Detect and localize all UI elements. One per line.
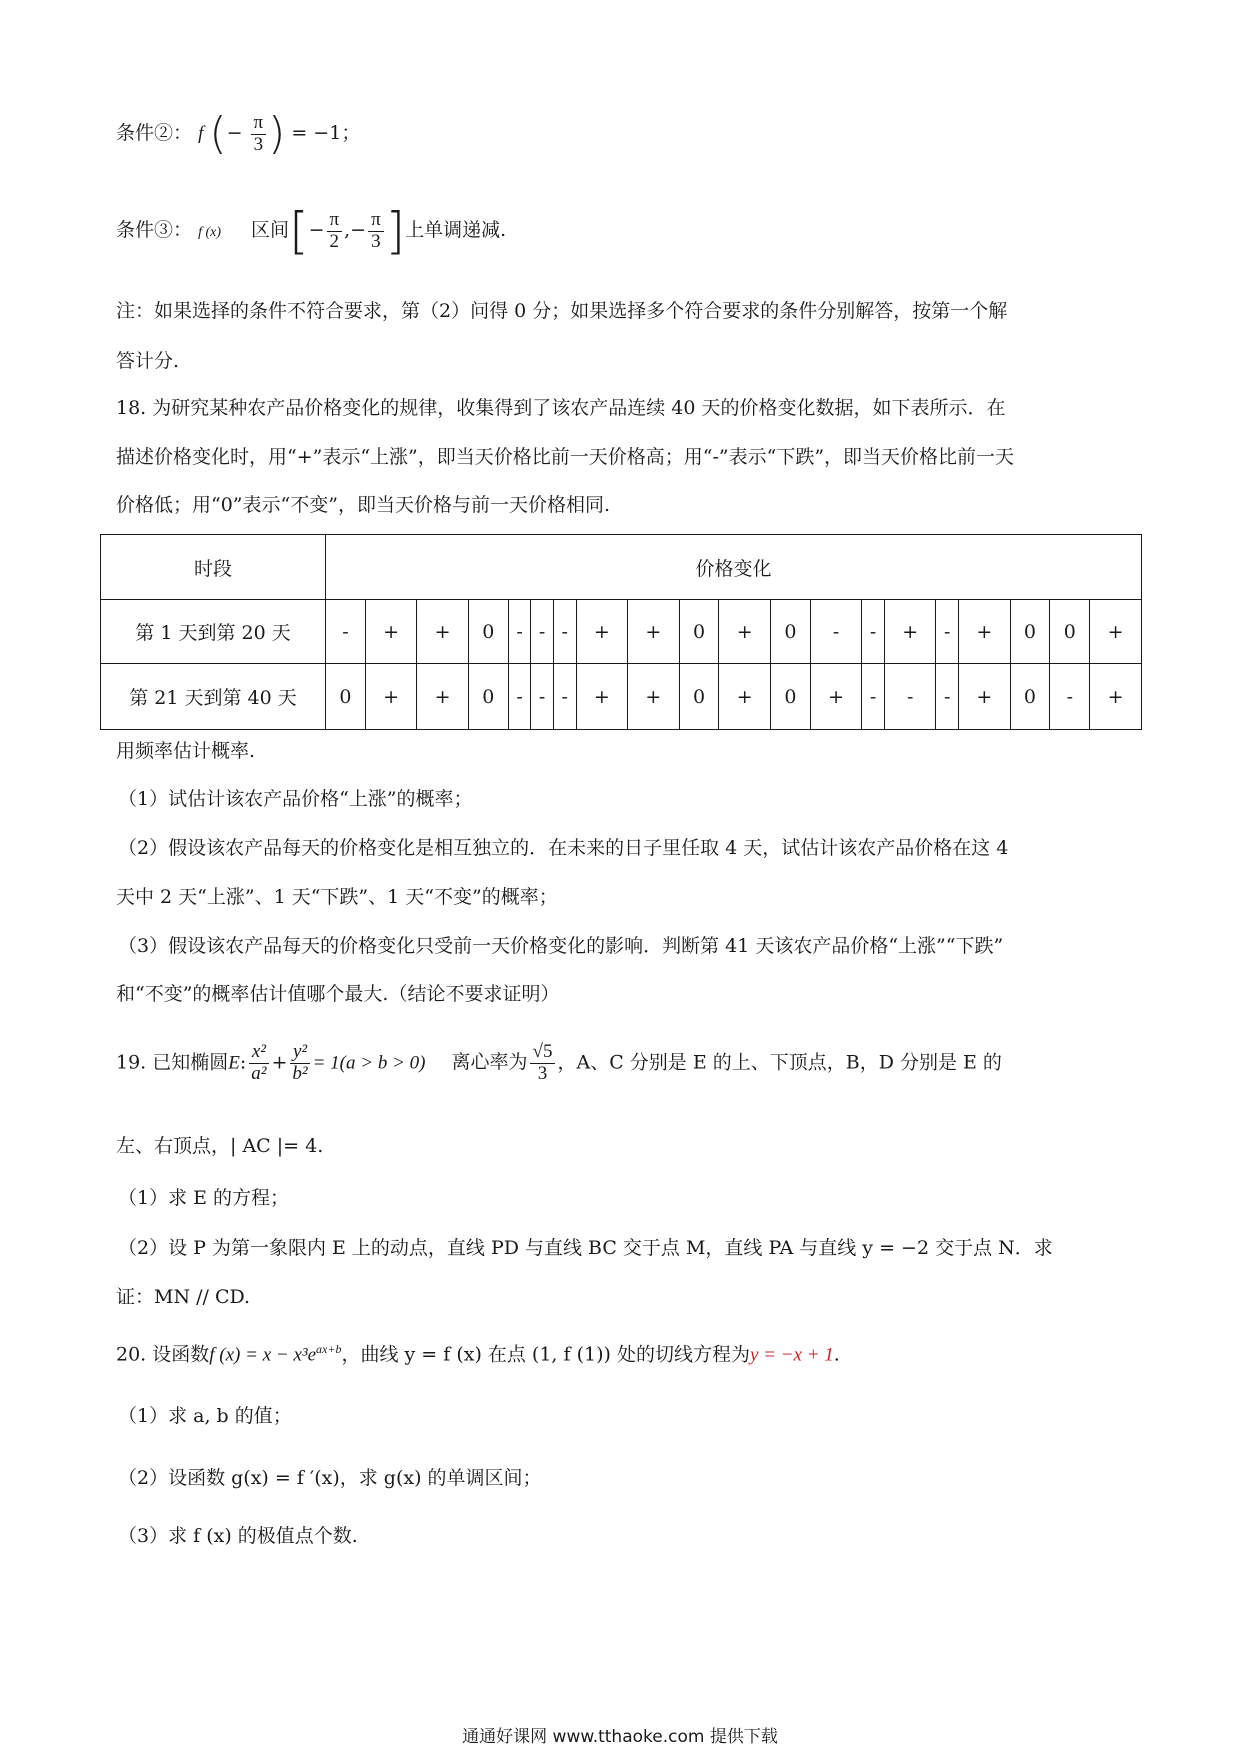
table-cell: - — [862, 600, 885, 664]
table-cell: + — [719, 664, 771, 730]
table-cell: - — [936, 664, 959, 730]
table-cell: + — [417, 600, 469, 664]
table-cell: + — [719, 600, 771, 664]
row-period: 第 1 天到第 20 天 — [101, 600, 326, 664]
table-cell: + — [365, 664, 417, 730]
condition-3-interval-word: 区间 — [251, 219, 290, 241]
table-cell: + — [1090, 664, 1142, 730]
q19-line-2: 左、右顶点，| AC |= 4. — [116, 1135, 324, 1157]
q20-part-2: （2）设函数 g(x) = f ′(x)，求 g(x) 的单调区间； — [118, 1467, 542, 1489]
q18-part-2a: （2）假设该农产品每天的价格变化是相互独立的．在未来的日子里任取 4 天，试估计该农产品价格在这 4 — [118, 837, 1009, 859]
q18-line-3: 价格低；用“0”表示“不变”，即当天价格与前一天价格相同. — [116, 494, 610, 516]
fraction-pi-3: $\frac{\pi}{3}$ — [251, 113, 267, 156]
table-cell: + — [576, 664, 628, 730]
table-cell: + — [884, 600, 936, 664]
fraction-pi-2: $\frac{\pi}{2}$ — [327, 210, 343, 253]
row-period: 第 21 天到第 40 天 — [101, 664, 326, 730]
q20-part-3: （3）求 f (x) 的极值点个数. — [118, 1525, 358, 1547]
table-row — [101, 600, 1142, 664]
q19-part-2a: （2）设 P 为第一象限内 E 上的动点，直线 PD 与直线 BC 交于点 M，直线 PA 与直线 y = −2 交于点 N．求 — [118, 1237, 1053, 1259]
q19-line-1: 19. 已知椭圆E: $\frac{\text{x²}}{\text{a²}}$ + $\frac{\text{y²}}{\text{b²}}$ = 1(a > b > 0) 离心率为 $\frac{√5}{3}$ ，A、C 分别是 E 的上、下顶点，B，D 分别是 E 的 — [116, 1041, 1002, 1084]
q18-line-1: 18. 为研究某种农产品价格变化的规律，收集得到了该农产品连续 40 天的价格变化数据，如下表所示．在 — [116, 397, 1006, 419]
condition-3-tail: 上单调递减. — [405, 219, 507, 241]
price-change-table — [100, 534, 1142, 730]
table-cell: 0 — [468, 664, 508, 730]
table-cell: - — [810, 600, 862, 664]
q20-part-1: （1）求 a, b 的值； — [118, 1405, 292, 1427]
right-paren: ) — [268, 108, 286, 159]
table-cell: - — [862, 664, 885, 730]
q18-part-3b: 和“不变”的概率估计值哪个最大.（结论不要求证明） — [116, 983, 560, 1005]
q18-after: 用频率估计概率. — [116, 740, 256, 762]
fraction-x2-a2: $\frac{\text{x²}}{\text{a²}}$ — [248, 1042, 269, 1085]
table-cell: + — [417, 664, 469, 730]
table-cell: + — [365, 600, 417, 664]
table-cell: - — [326, 600, 366, 664]
table-header-row — [101, 535, 1142, 600]
q19-part-2b: 证：MN // CD. — [116, 1286, 251, 1308]
header-price-change: 价格变化 — [326, 535, 1142, 600]
tangent-equation: y = −x + 1 — [749, 1344, 834, 1366]
table-cell: 0 — [679, 600, 719, 664]
table-cell: 0 — [770, 664, 810, 730]
left-paren: ( — [209, 108, 227, 159]
table-cell: - — [936, 600, 959, 664]
table-cell: - — [1050, 664, 1090, 730]
table-cell: + — [1090, 600, 1142, 664]
condition-3-fn: f (x) — [198, 225, 221, 240]
fraction-sqrt5-3: $\frac{√5}{3}$ — [530, 1042, 556, 1085]
table-cell: 0 — [1010, 600, 1050, 664]
q18-part-1: （1）试估计该农产品价格“上涨”的概率； — [118, 788, 473, 810]
q19-part-1: （1）求 E 的方程； — [118, 1187, 290, 1209]
page-footer: 通通好课网 www.tthaoke.com 提供下载 — [462, 1727, 778, 1747]
q18-part-3a: （3）假设该农产品每天的价格变化只受前一天价格变化的影响．判断第 41 天该农产品价格“上涨”“下跌” — [118, 935, 1004, 957]
table-cell: + — [959, 600, 1011, 664]
table-cell: 0 — [679, 664, 719, 730]
condition-3: 条件③： f (x) 区间[− $\frac{\pi}{2}$ ,− $\frac{\pi}{3}$ ]上单调递减. — [116, 202, 507, 260]
table-cell: - — [553, 664, 576, 730]
condition-2-rhs: = −1 — [291, 122, 342, 144]
condition-2-fn: f — [198, 123, 204, 144]
q20-line-1: 20. 设函数f $(x) = x - x^3e^{ax+b}$，曲线 y = f (x) 在点 (1, f (1)) 处的切线方程为y = −x + 1. — [116, 1342, 840, 1366]
table-cell: - — [508, 600, 531, 664]
table-cell: + — [576, 600, 628, 664]
table-cell: + — [959, 664, 1011, 730]
fraction-pi-3b: $\frac{\pi}{3}$ — [368, 210, 384, 253]
table-cell: 0 — [1010, 664, 1050, 730]
minus-sign: − — [226, 122, 243, 144]
table-row — [101, 664, 1142, 730]
table-cell: 0 — [1050, 600, 1090, 664]
fraction-y2-b2: $\frac{\text{y²}}{\text{b²}}$ — [289, 1042, 310, 1085]
table-cell: 0 — [468, 600, 508, 664]
table-cell: - — [553, 600, 576, 664]
condition-2: 条件②： f (− $\frac{\pi}{3}$ ) = −1； — [116, 108, 361, 159]
condition-3-label: 条件③： — [116, 219, 193, 241]
note-line-2: 答计分. — [116, 350, 180, 372]
table-cell: 0 — [770, 600, 810, 664]
right-bracket: ] — [385, 202, 406, 260]
table-cell: - — [531, 664, 554, 730]
table-cell: - — [508, 664, 531, 730]
table-cell: - — [884, 664, 936, 730]
q18-line-2: 描述价格变化时，用“+”表示“上涨”，即当天价格比前一天价格高；用“-”表示“下跌”，即当天价格比前一天 — [116, 446, 1015, 468]
table-cell: + — [628, 600, 680, 664]
table-cell: + — [810, 664, 862, 730]
q18-part-2b: 天中 2 天“上涨”、1 天“下跌”、1 天“不变”的概率； — [116, 886, 558, 908]
table-cell: 0 — [326, 664, 366, 730]
condition-2-label: 条件②： — [116, 122, 193, 144]
table-cell: - — [531, 600, 554, 664]
header-period: 时段 — [101, 535, 326, 600]
table-cell: + — [628, 664, 680, 730]
note-line-1: 注：如果选择的条件不符合要求，第（2）问得 0 分；如果选择多个符合要求的条件分别解答，按第一个解 — [116, 300, 1008, 322]
left-bracket: [ — [289, 202, 309, 260]
